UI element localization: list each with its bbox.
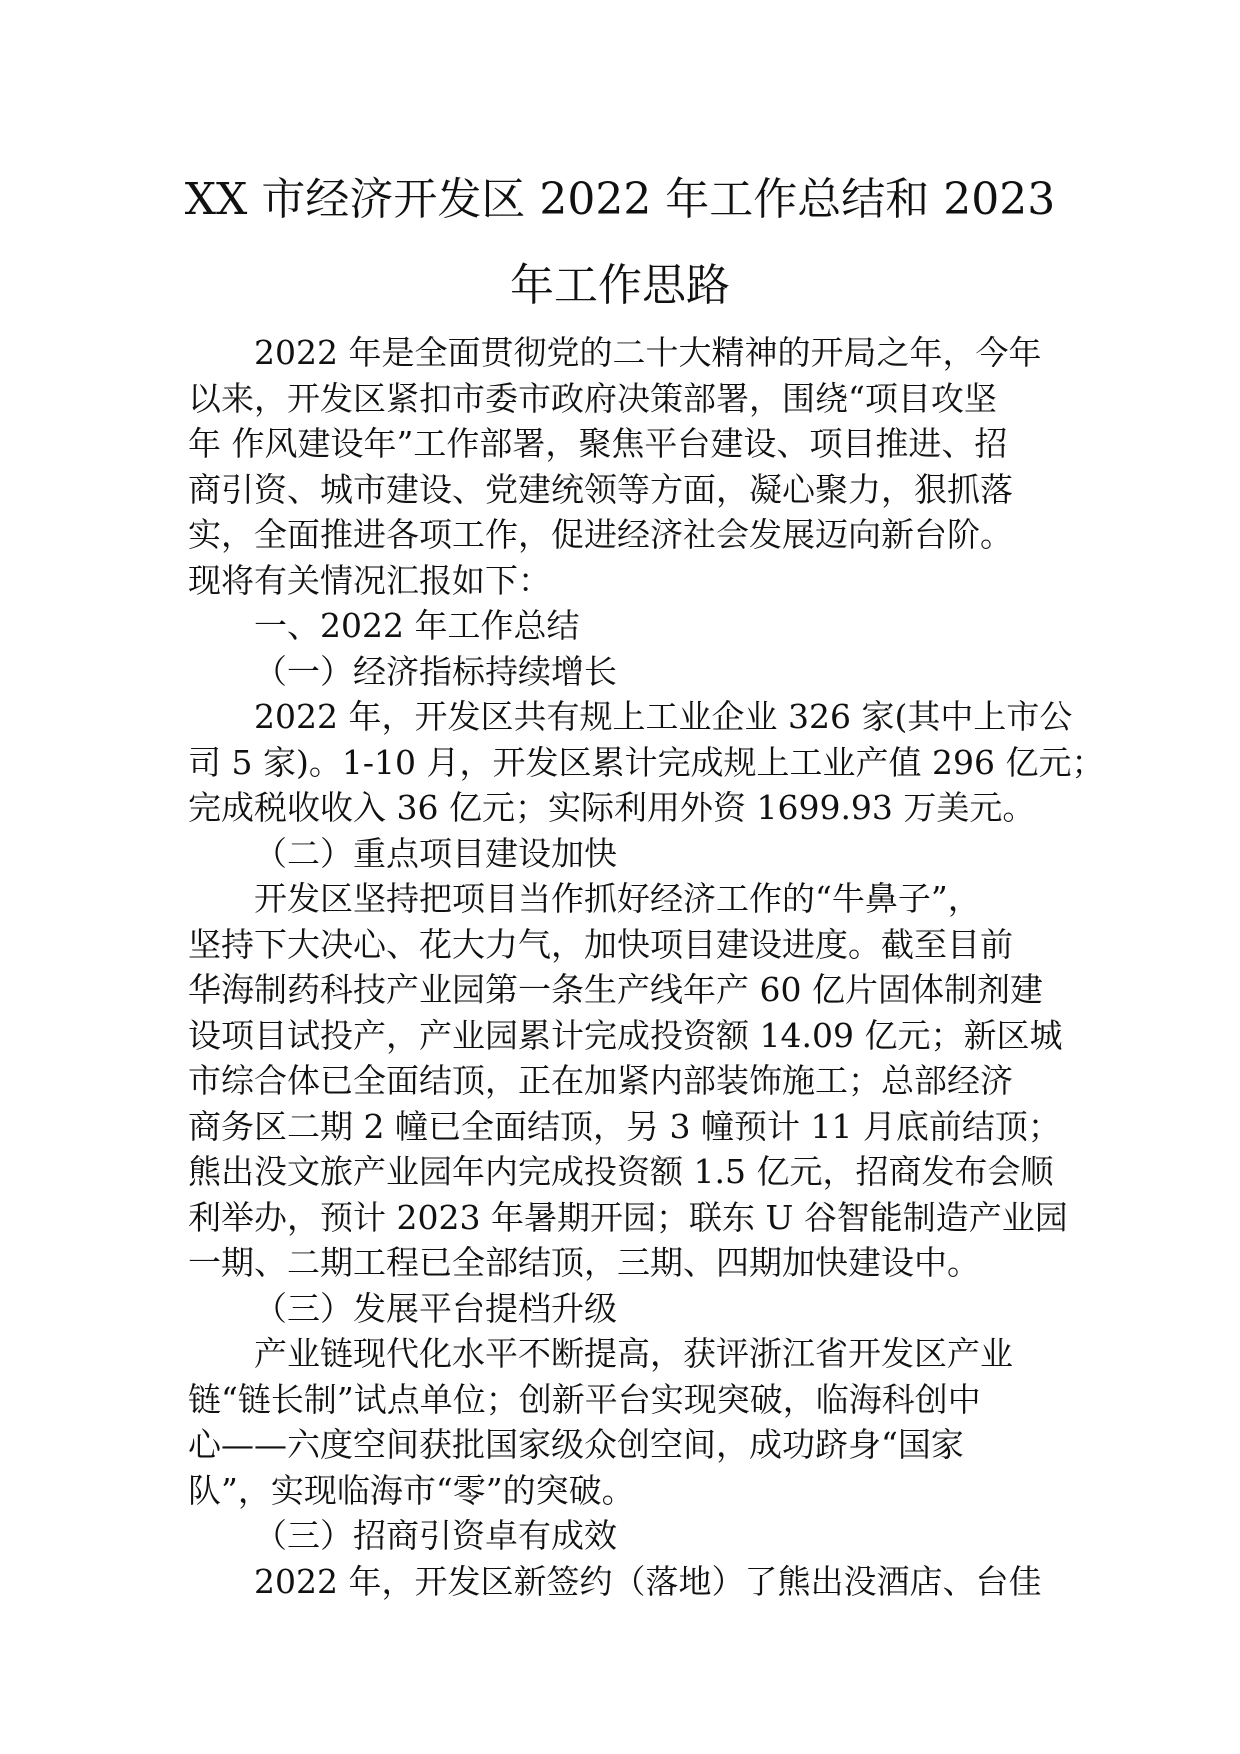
paragraph-line: 一期、二期工程已全部结顶，三期、四期加快建设中。 xyxy=(188,1243,980,1282)
document-title-line-2: 年工作思路 xyxy=(510,260,730,311)
paragraph-line: 开发区坚持把项目当作抓好经济工作的“牛鼻子”， xyxy=(254,879,981,918)
paragraph-line: 心——六度空间获批国家级众创空间，成功跻身“国家 xyxy=(188,1425,964,1464)
paragraph-line: 设项目试投产，产业园累计完成投资额 14.09 亿元；新区城 xyxy=(188,1015,1063,1055)
subsection-heading: （二）重点项目建设加快 xyxy=(254,833,617,873)
paragraph-line: 完成税收收入 36 亿元；实际利用外资 1699.93 万美元。 xyxy=(188,788,1036,827)
paragraph-line: 2022 年，开发区共有规上工业企业 326 家(其中上市公 xyxy=(254,697,1073,736)
paragraph-line: 实，全面推进各项工作，促进经济社会发展迈向新台阶。 xyxy=(188,515,1013,554)
paragraph-line: 市综合体已全面结顶，正在加紧内部装饰施工；总部经济 xyxy=(188,1061,1013,1100)
paragraph-line: 队”，实现临海市“零”的突破。 xyxy=(188,1470,635,1510)
paragraph-line: 链“链长制”试点单位；创新平台实现突破，临海科创中 xyxy=(188,1379,981,1419)
paragraph-line: 商引资、城市建设、党建统领等方面，凝心聚力，狠抓落 xyxy=(188,469,1013,509)
paragraph-line: 以来，开发区紧扣市委市政府决策部署，围绕“项目攻坚 xyxy=(188,378,997,418)
subsection-heading: （一）经济指标持续增长 xyxy=(254,651,617,691)
paragraph-line: 2022 年，开发区新签约（落地）了熊出没酒店、台佳 xyxy=(254,1561,1042,1601)
document-body xyxy=(188,330,1105,1604)
paragraph-line: 华海制药科技产业园第一条生产线年产 60 亿片固体制剂建 xyxy=(188,970,1043,1009)
paragraph-line: 年 作风建设年”工作部署，聚焦平台建设、项目推进、招 xyxy=(188,424,1008,463)
paragraph-line: 利举办，预计 2023 年暑期开园；联东 U 谷智能制造产业园 xyxy=(188,1197,1068,1237)
subsection-heading: （三）招商引资卓有成效 xyxy=(254,1516,617,1555)
paragraph-line: 产业链现代化水平不断提高，获评浙江省开发区产业 xyxy=(254,1334,1013,1373)
paragraph-line: 商务区二期 2 幢已全面结顶，另 3 幢预计 11 月底前结顶； xyxy=(188,1106,1061,1146)
section-heading: 一、2022 年工作总结 xyxy=(254,606,580,645)
subsection-heading: （三）发展平台提档升级 xyxy=(254,1288,617,1328)
document-title-line-1: XX 市经济开发区 2022 年工作总结和 2023 xyxy=(184,174,1056,225)
paragraph-line: 司 5 家)。1-10 月，开发区累计完成规上工业产值 296 亿元； xyxy=(188,742,1105,782)
paragraph-line: 坚持下大决心、花大力气，加快项目建设进度。截至目前 xyxy=(188,924,1013,964)
paragraph-line: 2022 年是全面贯彻党的二十大精神的开局之年，今年 xyxy=(254,333,1042,372)
paragraph-line: 现将有关情况汇报如下： xyxy=(188,560,551,600)
paragraph-line: 熊出没文旅产业园年内完成投资额 1.5 亿元，招商发布会顺 xyxy=(188,1152,1054,1191)
